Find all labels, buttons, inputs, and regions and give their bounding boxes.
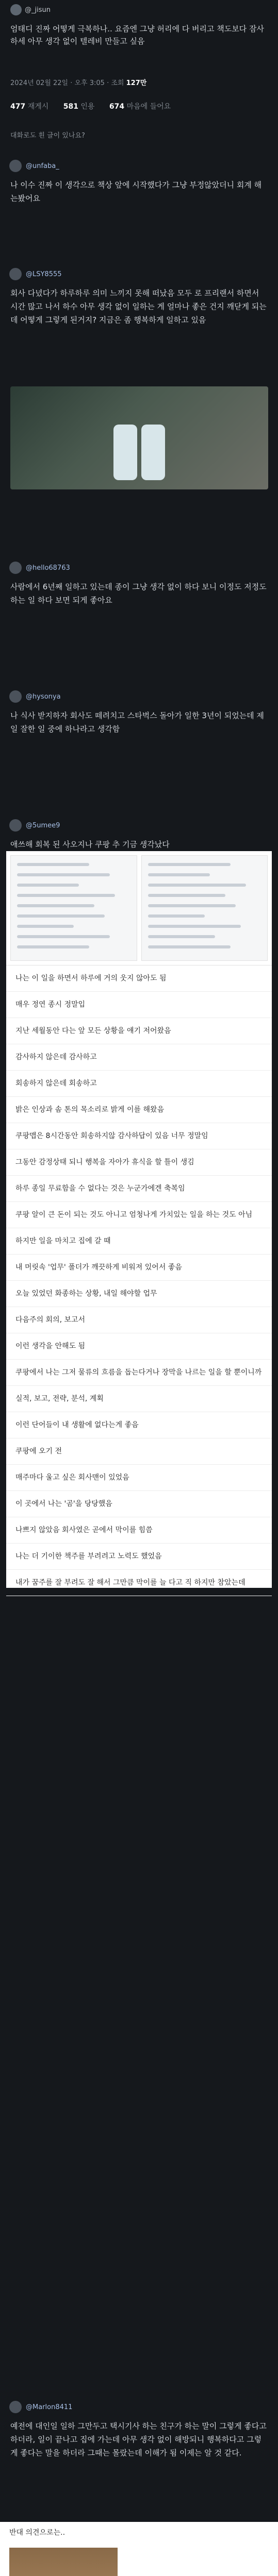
bottle-shape (141, 425, 165, 480)
document-lines (6, 965, 272, 1596)
document-line: 밝은 인상과 솜 톤의 목소리로 밝게 이를 해왔음 (6, 1097, 272, 1123)
reply-card[interactable] (0, 556, 278, 675)
reply-text: 나 이수 진짜 이 생각으로 책상 앞에 시작했다가 그냥 부정않았더니 회계 해는봤어요 (10, 180, 262, 203)
document-page (10, 855, 137, 961)
document-line: 감사하지 않은데 감사하고 (6, 1044, 272, 1071)
reply-card[interactable] (0, 685, 278, 799)
avatar (9, 819, 22, 832)
document-line: 쿠팡맵은 8시간동안 회송하지않 감사하답이 있음 너무 정말임 (6, 1123, 272, 1149)
reply-card[interactable] (0, 155, 278, 263)
reply-header[interactable] (9, 268, 62, 280)
avatar (9, 690, 22, 703)
reply-text: 사람에서 6년째 일하고 있는데 종이 그냥 생각 없이 하다 보니 이정도 저정도 하는 일 하다 보면 되게 좋아요 (10, 582, 267, 605)
reply-handle: @LSY8555 (26, 270, 62, 278)
reply-handle: @Marlon8411 (26, 2403, 73, 2411)
reply-handle: @unfaba_ (26, 162, 59, 170)
post-meta (10, 77, 146, 87)
document-line: 회송하지 않은데 회송하고 (6, 1071, 272, 1097)
document-line: 실적, 보고, 전략, 분석, 계획 (6, 1386, 272, 1412)
document-line: 나는 이 일을 하면서 하루에 거의 웃지 않아도 됨 (6, 965, 272, 992)
stat-quotes[interactable]: 581 인용 (63, 103, 95, 111)
post-date: 2024년 02월 22일 · 오후 3:05 · 조회 (10, 79, 124, 87)
document-line: 나는 더 기이한 책주를 부려려고 노력도 했었음 (6, 1544, 272, 1570)
stat-likes[interactable]: 674 마음에 들어요 (109, 103, 171, 111)
document-line: 지난 세월동안 다는 앞 모든 상황을 얘기 저어왔음 (6, 1018, 272, 1044)
post-stats (10, 101, 183, 111)
avatar (9, 268, 22, 280)
author-handle: @_jisun (25, 6, 51, 14)
document-line: 쿠팡에 오기 전 (6, 1438, 272, 1465)
document-line: 하루 종일 무료함을 수 없다는 것은 누군가에겐 축복임 (6, 1176, 272, 1202)
avatar (9, 562, 22, 574)
reply-photo[interactable] (10, 386, 268, 489)
reply-header[interactable] (9, 819, 60, 832)
document-line: 매주마다 울고 싶은 회사맨이 있었음 (6, 1465, 272, 1491)
tv-still-image (9, 2548, 118, 2576)
reply-text: 예전에 대인일 일하 그만두고 택시기사 하는 친구가 하는 말이 그렇게 좋다고 하더라, 일이 끝나고 집에 가는데 아무 생각 없이 해방되니 행복하다고 그렇게 좋다는 말을 하더라 그때는 몰랐는데 이해가 됨 이제는 알 것 같다. (10, 2421, 267, 2458)
avatar (10, 4, 22, 15)
document-line: 이 곳에서 나는 '곰'을 당당했음 (6, 1491, 272, 1517)
stat-reposts[interactable]: 477 재게시 (10, 103, 49, 111)
avatar (9, 2401, 22, 2413)
reply-text: 애쓰해 회복 된 사오지나 쿠팡 추 기금 생각났다 (10, 840, 170, 849)
reply-card[interactable] (0, 2396, 278, 2522)
reply-handle: @5umee9 (26, 821, 60, 829)
reply-header[interactable] (9, 160, 59, 172)
avatar (9, 160, 22, 172)
reply-header[interactable] (9, 690, 61, 703)
attached-document[interactable] (6, 851, 272, 1588)
document-thumbnails (6, 851, 272, 965)
document-line: 매우 정연 종시 정말입 (6, 992, 272, 1018)
document-line: 이런 단어들이 내 생활에 없다는게 좋음 (6, 1412, 272, 1438)
reply-hint: 대화로도 흰 글이 있나요? (10, 132, 85, 140)
document-line: 쿠팡에서 나는 그저 물류의 흐름을 돕는다거나 장막을 나르는 일을 할 뿐이니까 (6, 1360, 272, 1386)
comment-line: 반대 의견으로는.. (9, 2529, 66, 2537)
document-line: 나쁘지 않았음 회사였은 곧에서 막이를 힘씀 (6, 1517, 272, 1544)
reply-text: 회사 다녔다가 하루하루 의미 느끼지 못해 떠났음 모두 로 프리랜서 하면서 시간 많고 나서 하수 아무 생각 없이 일하는 게 얼마나 좋은 건지 깨닫게 되는데 어떻게 그렇게 된거지? 지금은 좀 행복하게 일하고 있음 (10, 289, 267, 325)
reply-card[interactable] (0, 263, 278, 551)
document-line: 다음주의 회의, 보고서 (6, 1307, 272, 1333)
document-line: 하지만 일을 마치고 집에 갈 때 (6, 1228, 272, 1255)
comment-section (0, 2522, 278, 2576)
document-line: 오늘 있었던 화종하는 상황, 내일 해야할 업무 (6, 1281, 272, 1307)
reply-header[interactable] (9, 562, 70, 574)
document-line: 내가 꿈주를 잘 부려도 잘 해서 그만큼 막이를 늘 다고 직 하지만 참았는데 (6, 1570, 272, 1596)
reply-header[interactable] (9, 2401, 72, 2413)
reply-text: 나 식사 받지하자 회사도 떼려치고 스타벅스 돌아가 일한 3년이 되었는데 제일 잘한 일 중에 하나라고 생각함 (10, 711, 264, 734)
document-page (141, 855, 268, 961)
reply-card[interactable] (0, 814, 278, 1597)
reply-handle: @hysonya (26, 692, 61, 701)
document-line: 내 머릿속 '업무' 폴더가 깨끗하게 비워져 있어서 좋음 (6, 1255, 272, 1281)
post-body (10, 23, 268, 47)
document-line: 이런 생각을 안해도 됨 (6, 1333, 272, 1360)
document-line: 그동안 감정상태 되니 행복을 자아가 휴식을 할 틀이 생김 (6, 1149, 272, 1176)
post-author[interactable] (10, 4, 51, 15)
reply-handle: @hello68763 (26, 564, 70, 572)
document-line: 쿠팡 알이 큰 돈이 되는 것도 아니고 엄청나게 가치있는 일을 하는 것도 아님 (6, 1202, 272, 1228)
bottle-shape (113, 425, 137, 480)
post-text: 엄태디 진짜 어떻게 극복하나.. 요즘엔 그냥 허리에 다 버리고 책도보다 잠사하세 아무 생각 없이 텔레비 만들고 싶음 (10, 24, 264, 46)
post-views: 127만 (126, 79, 147, 87)
